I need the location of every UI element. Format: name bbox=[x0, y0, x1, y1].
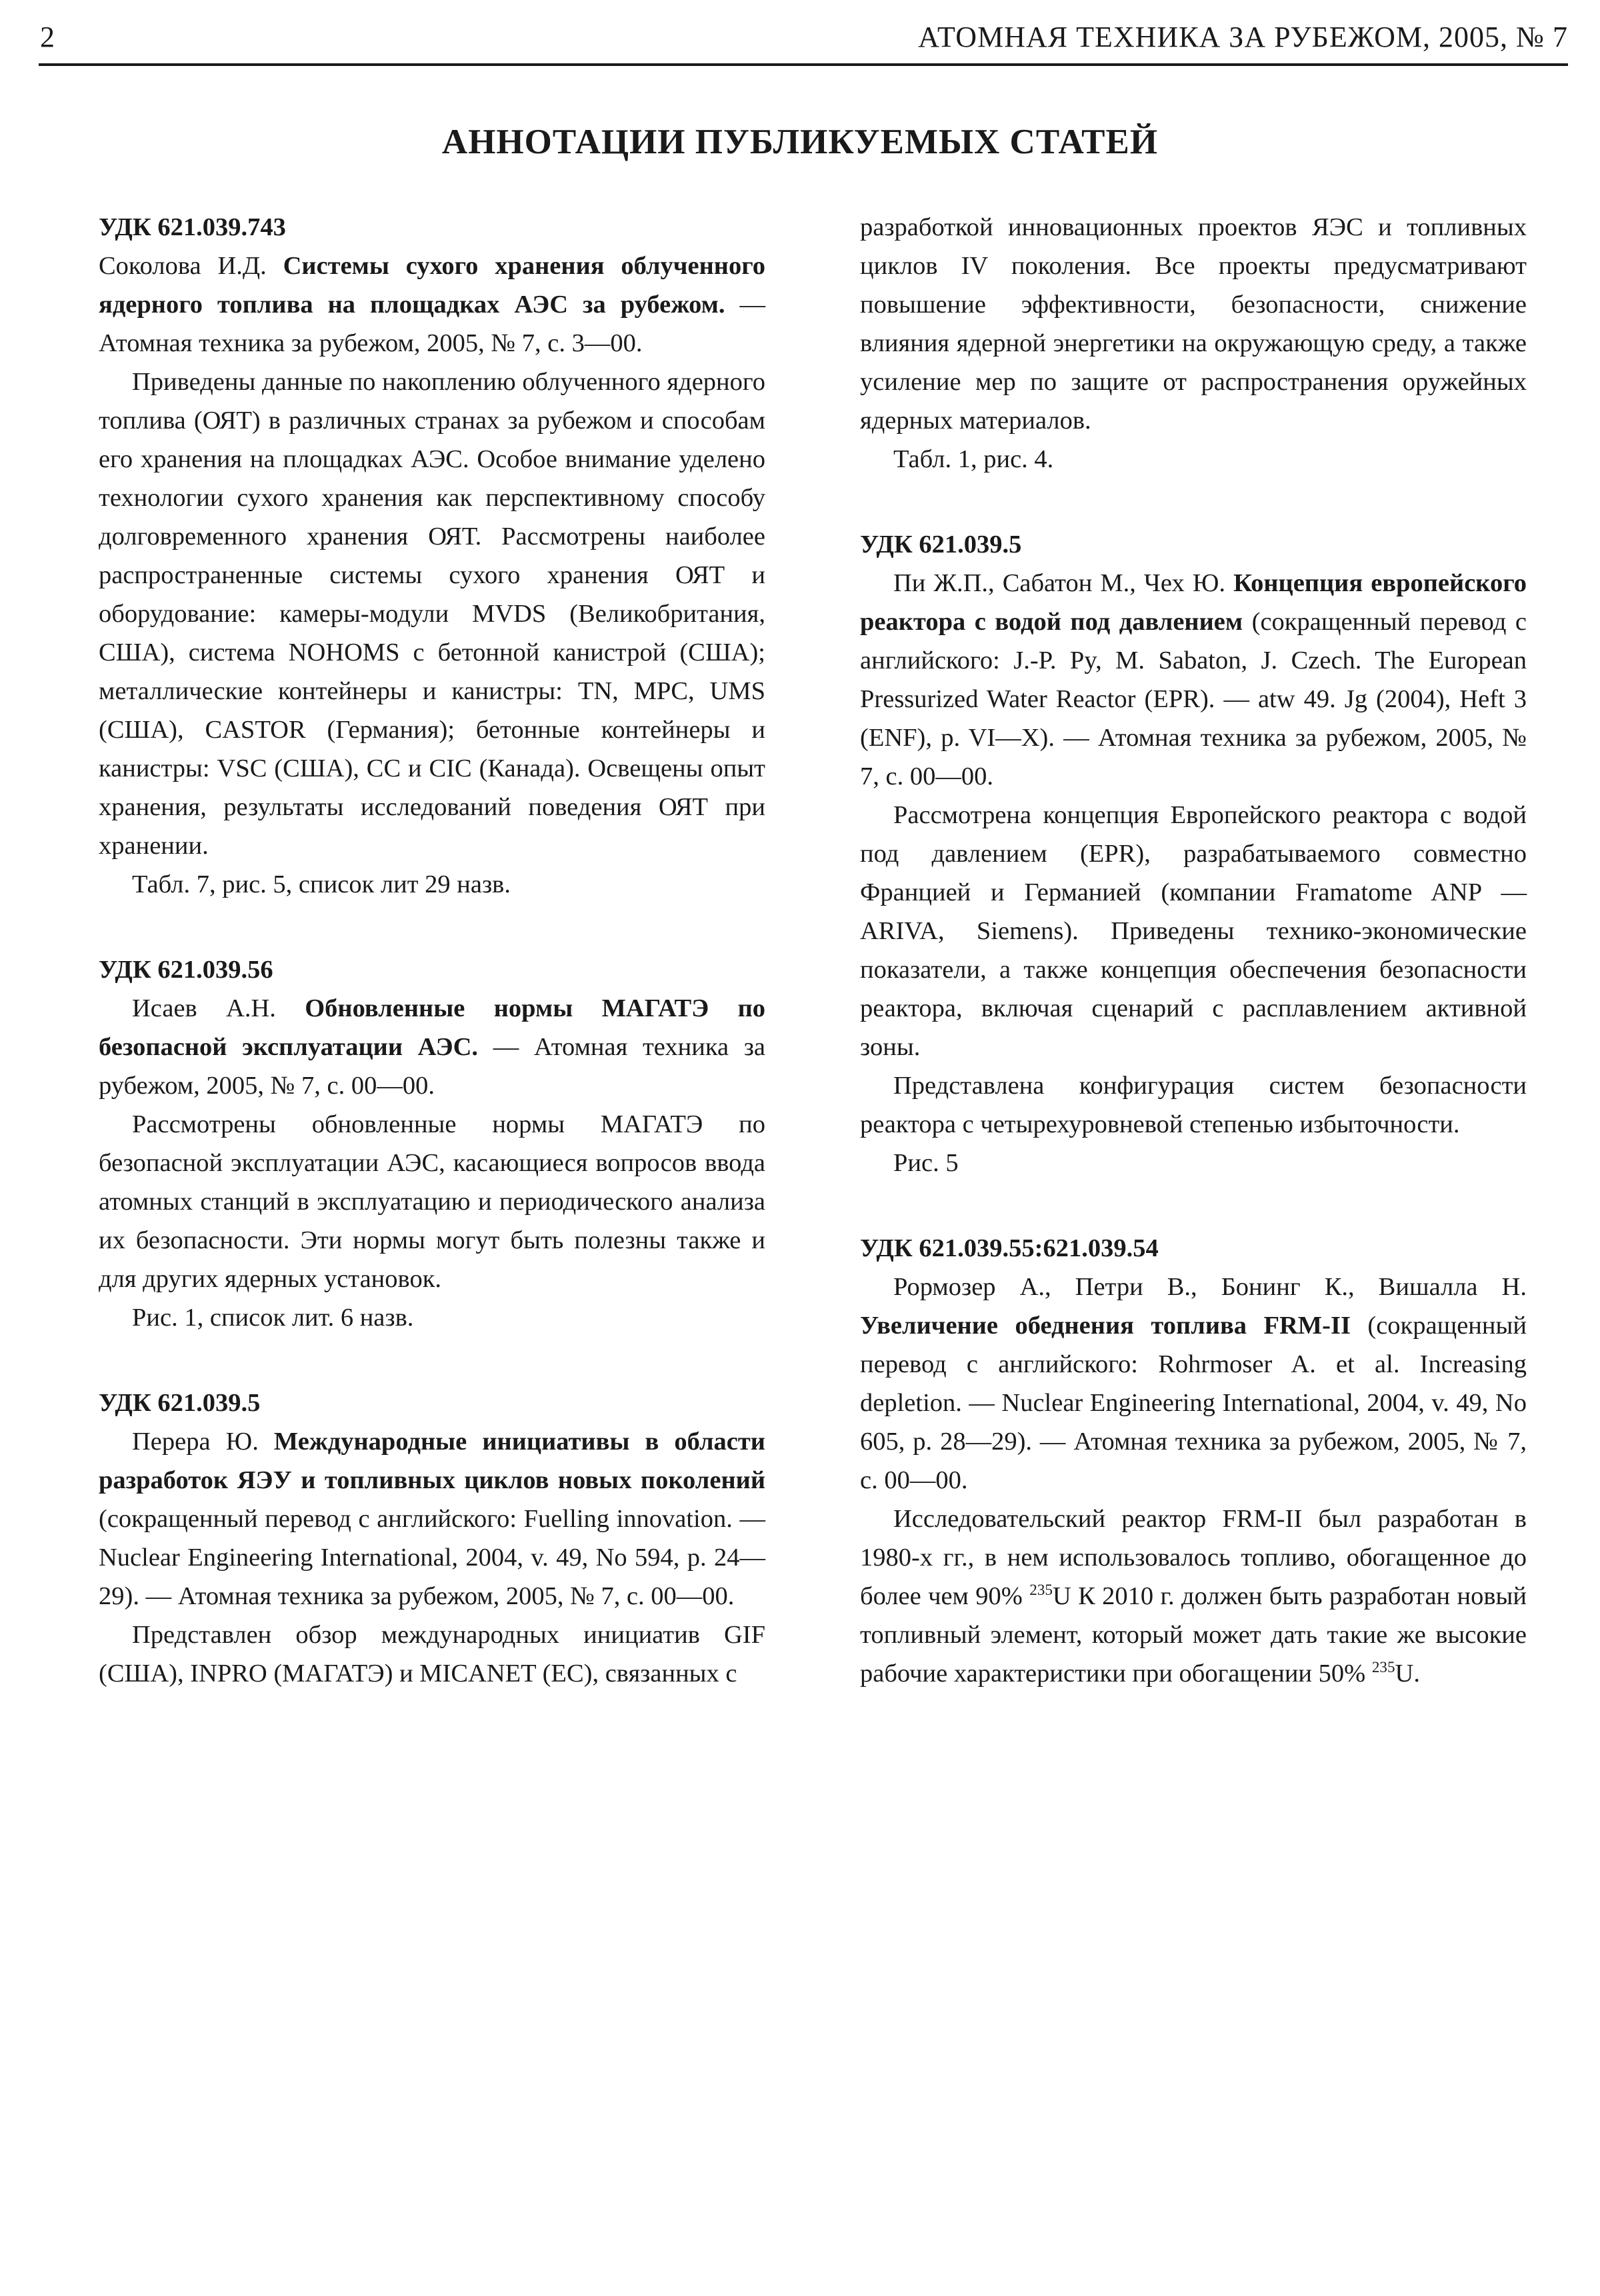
abstract: Исследовательский реактор FRM-II был разработан в 1980-х гг., в нем использовалось топливо, обогащенное до более чем 90% $^{235}$U К 2010 г. должен быть разработан новый топливный элемент, который может дать такие же высокие рабочие характеристики при обогащении 50% $^{235}$U. bbox=[860, 1505, 1527, 1688]
abstract: Рассмотрена концепция Европейского реактора с водой под давлением (EPR), разрабатываемого совместно Францией и Германией (компании Framatome ANP — ARIVA, Siemens). Приведены технико-экономические показатели, а также концепция обеспечения безопасности реактора, включая сценарий с расплавлением активной зоны. bbox=[860, 801, 1527, 1061]
udk-code: УДК 621.039.55:621.039.54 bbox=[860, 1234, 1159, 1262]
tables-figures-note: Табл. 1, рис. 4. bbox=[893, 445, 1054, 473]
tables-figures-note: Табл. 7, рис. 5, список лит 29 назв. bbox=[132, 870, 511, 898]
authors: Рормозер А., Петри В., Бонинг К., Вишалла Н. bbox=[893, 1273, 1527, 1301]
article-annotation bbox=[99, 1384, 765, 1693]
abstract-continued: разработкой инновационных проектов ЯЭС и топливных циклов IV поколения. Все проекты предусматривают повышение эффективности, безопасности, снижение влияния ядерной энергетики на окружающую среду, а также усиление мер по защите от распространения оружейных ядерных материалов. bbox=[860, 213, 1527, 435]
article-annotation bbox=[860, 525, 1527, 1182]
article-title: Международные инициативы в области разработок ЯЭУ и топливных циклов новых поколений bbox=[99, 1428, 765, 1494]
citation bbox=[99, 1422, 765, 1616]
isotope-symbol: U bbox=[1052, 1582, 1071, 1610]
isotope-mass-number: 235 bbox=[1029, 1581, 1053, 1599]
authors: Соколова И.Д. bbox=[99, 252, 267, 280]
source: (сокращенный перевод с английского: Rohrmoser A. et al. Increasing depletion. — Nuclear Engineering International, 2004, v. 49, No 605, p. 28—29). — Атомная техника за рубежом, 2005, № 7, с. 00—00. bbox=[860, 1312, 1527, 1494]
journal-running-header: АТОМНАЯ ТЕХНИКА ЗА РУБЕЖОМ, 2005, № 7 bbox=[918, 21, 1568, 53]
tables-figures-note: Рис. 5 bbox=[893, 1149, 959, 1177]
article-annotation bbox=[860, 1229, 1527, 1693]
article-title: Обновленные нормы МАГАТЭ по безопасной эксплуатации АЭС. bbox=[99, 994, 765, 1061]
udk-code: УДК 621.039.743 bbox=[99, 213, 286, 241]
page-number: 2 bbox=[40, 21, 55, 53]
source: — Атомная техника за рубежом, 2005, № 7, с. 3—00. bbox=[99, 291, 766, 357]
article-title: Увеличение обеднения топлива FRM-II bbox=[860, 1312, 1351, 1340]
citation bbox=[860, 564, 1527, 796]
citation bbox=[99, 989, 765, 1105]
article-title: Концепция европейского реактора с водой под давлением bbox=[860, 569, 1527, 636]
udk-code: УДК 621.039.5 bbox=[99, 1389, 261, 1417]
header-rule bbox=[39, 63, 1568, 66]
udk-code: УДК 621.039.5 bbox=[860, 531, 1022, 559]
source: — Атомная техника за рубежом, 2005, № 7, с. 00—00. bbox=[99, 1033, 765, 1100]
source: (сокращенный перевод с английского: J.-P. Py, M. Sabaton, J. Czech. The European Pressurized Water Reactor (EPR). — atw 49. Jg (2004), Heft 3 (ENF), p. VI—X). — Атомная техника за рубежом, 2005, № 7, с. 00—00. bbox=[860, 608, 1527, 790]
right-column bbox=[860, 208, 1527, 1739]
source: (сокращенный перевод с английского: Fuelling innovation. — Nuclear Engineering International, 2004, v. 49, No 594, p. 24—29). — Атомная техника за рубежом, 2005, № 7, с. 00—00. bbox=[99, 1505, 765, 1610]
article-title: Системы сухого хранения облученного ядерного топлива на площадках АЭС за рубежом. bbox=[99, 252, 765, 319]
isotope-mass-number: 235 bbox=[1371, 1658, 1395, 1676]
abstract-paragraph-2: Представлена конфигурация систем безопасности реактора с четырехуровневой степенью избыточности. bbox=[860, 1072, 1527, 1138]
authors: Исаев А.Н. bbox=[132, 994, 276, 1022]
abstract: Представлен обзор международных инициатив GIF (США), INPRO (МАГАТЭ) и MICANET (ЕС), связанных с bbox=[99, 1621, 765, 1688]
abstract: Рассмотрены обновленные нормы МАГАТЭ по безопасной эксплуатации АЭС, касающиеся вопросов ввода атомных станций в эксплуатацию и периодического анализа их безопасности. Эти нормы могут быть полезны также и для других ядерных установок. bbox=[99, 1110, 765, 1293]
citation bbox=[99, 247, 765, 363]
citation bbox=[860, 1268, 1527, 1500]
authors: Пи Ж.П., Сабатон М., Чех Ю. bbox=[893, 569, 1226, 597]
page-title: АННОТАЦИИ ПУБЛИКУЕМЫХ СТАТЕЙ bbox=[441, 123, 1159, 161]
left-column bbox=[99, 208, 765, 1693]
article-annotation bbox=[99, 208, 765, 904]
udk-code: УДК 621.039.56 bbox=[99, 956, 273, 984]
article-annotation-continued bbox=[860, 208, 1527, 479]
tables-figures-note: Рис. 1, список лит. 6 назв. bbox=[132, 1304, 414, 1332]
article-annotation bbox=[99, 950, 765, 1337]
abstract: Приведены данные по накоплению облученного ядерного топлива (ОЯТ) в различных странах за рубежом и способам его хранения на площадках АЭС. Особое внимание уделено технологии сухого хранения как перспективному способу долговременного хранения ОЯТ. Рассмотрены наиболее распространенные системы сухого хранения ОЯТ и оборудование: камеры-модули MVDS (Великобритания, США), система NOHOMS с бетонной канистрой (США); металлические контейнеры и канистры: TN, MPC, UMS (США), CASTOR (Германия); бетонные контейнеры и канистры: VSC (США), CC и CIC (Канада). Освещены опыт хранения, результаты исследований поведения ОЯТ при хранении. bbox=[99, 368, 765, 860]
isotope-symbol: U bbox=[1395, 1660, 1414, 1688]
authors: Перера Ю. bbox=[132, 1428, 259, 1456]
